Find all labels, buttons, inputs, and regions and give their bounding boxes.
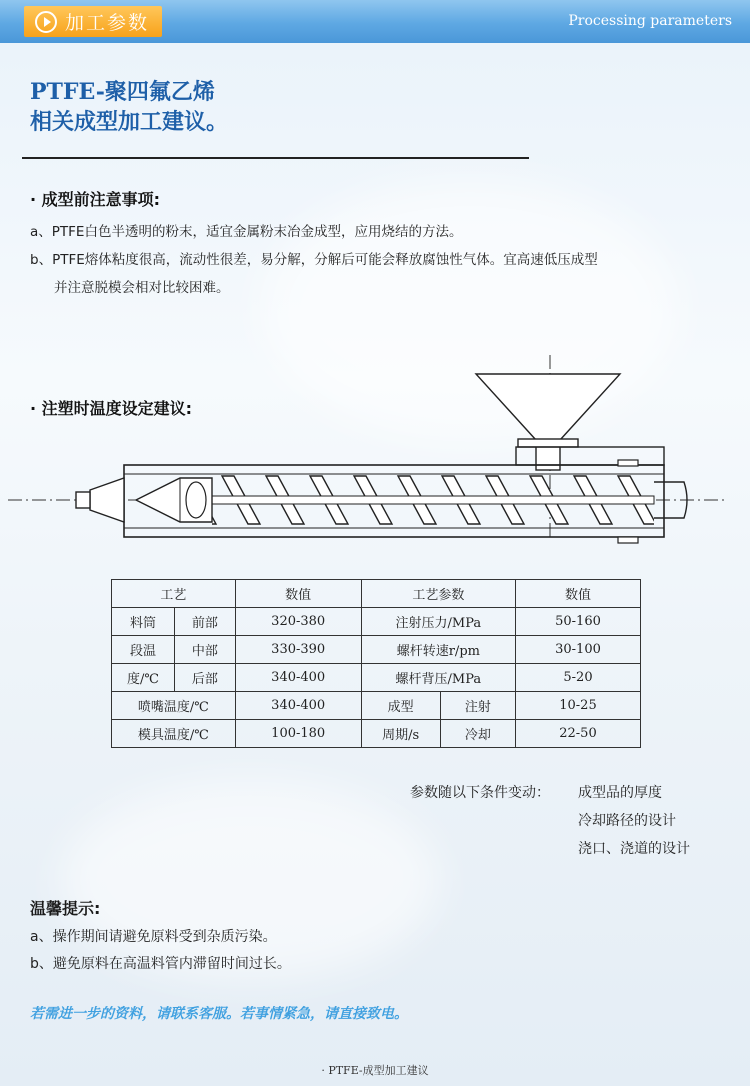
title-divider bbox=[22, 157, 529, 159]
barrel-label-cell: 度/℃ bbox=[112, 664, 175, 692]
page-title-line2: 相关成型加工建议。 bbox=[30, 109, 229, 135]
section-tab-label: 加工参数 bbox=[65, 12, 150, 34]
precautions-heading: · 成型前注意事项: bbox=[30, 190, 161, 209]
param-value-cell: 30-100 bbox=[516, 636, 641, 664]
contact-note: 若需进一步的资料，请联系客服。若事情紧急，请直接致电。 bbox=[30, 1006, 408, 1022]
precaution-item-b-cont: 并注意脱模会相对比较困难。 bbox=[54, 280, 230, 296]
cycle-label-cell: 周期/s bbox=[361, 720, 440, 748]
table-header-row bbox=[112, 580, 641, 608]
zone-value-cell: 320-380 bbox=[235, 608, 361, 636]
mold-temp-label: 模具温度/℃ bbox=[112, 720, 236, 748]
table-row bbox=[112, 692, 641, 720]
variation-item: 成型品的厚度 bbox=[578, 785, 662, 801]
precaution-item-b: b、PTFE熔体粘度很高，流动性很差，易分解，分解后可能会释放腐蚀性气体。宜高速低压成型 bbox=[30, 252, 598, 268]
table-header-cell: 工艺 bbox=[112, 580, 236, 608]
param-cell: 螺杆转速r/pm bbox=[361, 636, 515, 664]
section-subtitle: Processing parameters bbox=[568, 13, 732, 29]
zone-cell: 后部 bbox=[175, 664, 236, 692]
cycle-value-cell: 22-50 bbox=[516, 720, 641, 748]
section-header bbox=[0, 0, 750, 43]
variation-item: 浇口、浇道的设计 bbox=[578, 841, 690, 857]
section-tab bbox=[24, 6, 162, 37]
table-header-cell: 数值 bbox=[235, 580, 361, 608]
barrel-label-cell: 料筒 bbox=[112, 608, 175, 636]
cycle-item-cell: 注射 bbox=[440, 692, 515, 720]
table-header-cell: 数值 bbox=[516, 580, 641, 608]
play-circle-icon bbox=[35, 11, 57, 33]
table-row bbox=[112, 664, 641, 692]
page-title-line1: PTFE-聚四氟乙烯 bbox=[30, 79, 215, 105]
cycle-label-cell: 成型 bbox=[361, 692, 440, 720]
nozzle bbox=[90, 478, 124, 522]
nozzle-temp-label: 喷嘴温度/℃ bbox=[112, 692, 236, 720]
tip-item-b: b、避免原料在高温料管内滞留时间过长。 bbox=[30, 956, 291, 972]
param-cell: 螺杆背压/MPa bbox=[361, 664, 515, 692]
zone-cell: 中部 bbox=[175, 636, 236, 664]
parameter-table bbox=[111, 579, 641, 748]
barrel-label-cell: 段温 bbox=[112, 636, 175, 664]
page-title bbox=[30, 77, 228, 137]
variation-label: 参数随以下条件变动： bbox=[410, 785, 550, 801]
table-row bbox=[112, 636, 641, 664]
nozzle-temp-value: 340-400 bbox=[235, 692, 361, 720]
variation-item: 冷却路径的设计 bbox=[578, 813, 676, 829]
temperature-heading: · 注塑时温度设定建议: bbox=[30, 399, 193, 418]
injection-screw-diagram bbox=[0, 350, 750, 550]
precaution-item-a: a、PTFE白色半透明的粉末，适宜金属粉末冶金成型，应用烧结的方法。 bbox=[30, 224, 463, 240]
param-value-cell: 50-160 bbox=[516, 608, 641, 636]
hopper bbox=[476, 374, 620, 440]
param-value-cell: 5-20 bbox=[516, 664, 641, 692]
table-row bbox=[112, 608, 641, 636]
zone-cell: 前部 bbox=[175, 608, 236, 636]
table-header-cell: 工艺参数 bbox=[361, 580, 515, 608]
zone-value-cell: 340-400 bbox=[235, 664, 361, 692]
cycle-value-cell: 10-25 bbox=[516, 692, 641, 720]
tips-heading: 温馨提示: bbox=[30, 899, 101, 918]
zone-value-cell: 330-390 bbox=[235, 636, 361, 664]
background-glow bbox=[60, 780, 440, 980]
page-footer: · PTFE-成型加工建议 bbox=[321, 1064, 429, 1077]
tip-item-a: a、操作期间请避免原料受到杂质污染。 bbox=[30, 929, 277, 945]
param-cell: 注射压力/MPa bbox=[361, 608, 515, 636]
cycle-item-cell: 冷却 bbox=[440, 720, 515, 748]
table-row bbox=[112, 720, 641, 748]
mold-temp-value: 100-180 bbox=[235, 720, 361, 748]
